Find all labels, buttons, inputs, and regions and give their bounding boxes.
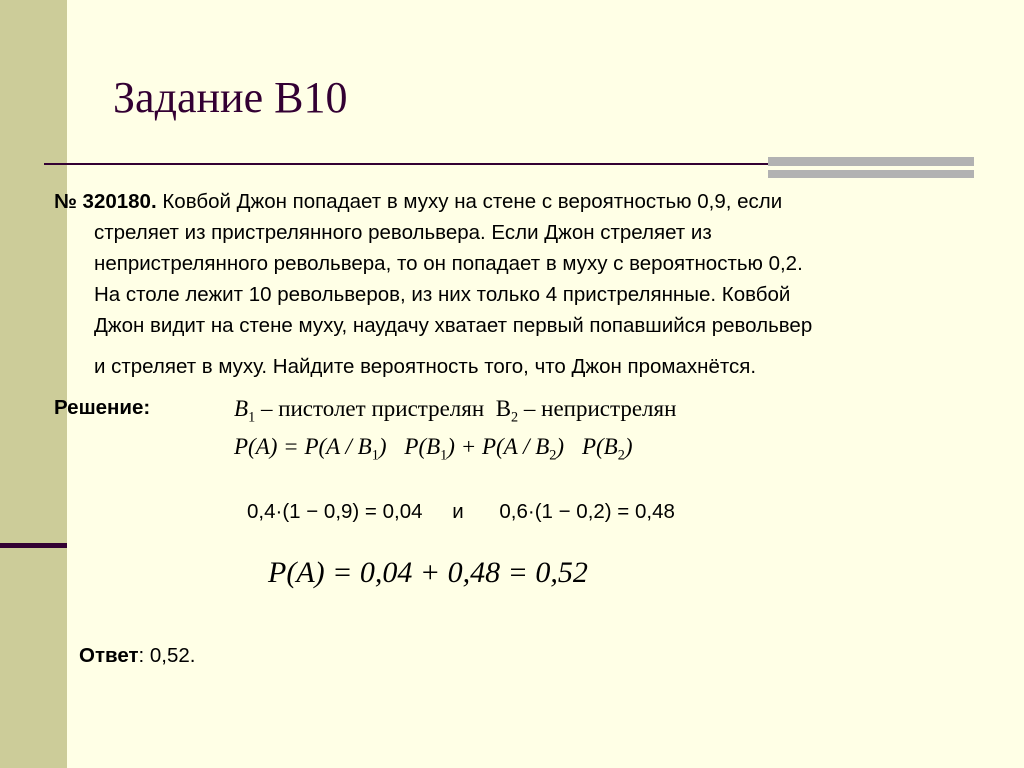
answer-value: : 0,52. xyxy=(138,644,196,667)
total-probability-formula xyxy=(234,434,633,465)
problem-number: № 320180. xyxy=(54,190,157,213)
problem-line-text: Ковбой Джон попадает в муху на стене с вероятностью 0,9, если xyxy=(162,190,783,213)
result-formula: P(A) = 0,04 + 0,48 = 0,52 xyxy=(268,556,588,589)
b2-symbol: B xyxy=(495,396,512,421)
title-accent-block-lower xyxy=(768,170,974,178)
formula-subscript: 2 xyxy=(549,447,557,464)
calc-conjunction: и xyxy=(452,500,464,523)
side-bar xyxy=(0,0,67,768)
problem-text xyxy=(54,186,1004,382)
b1-symbol: B xyxy=(234,396,249,421)
hypotheses-formula xyxy=(234,396,676,427)
slide-title: Задание B10 xyxy=(113,73,348,122)
formula-subscript: 1 xyxy=(440,447,448,464)
b2-subscript: 2 xyxy=(511,409,519,426)
formula-part: P(A) = P(A / B xyxy=(234,434,372,459)
problem-line: На столе лежит 10 револьверов, из них только 4 пристрелянные. Ковбой xyxy=(94,283,791,306)
solution-label: Решение: xyxy=(54,396,151,419)
calc-right: 0,6·(1 − 0,2) = 0,48 xyxy=(499,500,675,523)
formula-subscript: 1 xyxy=(371,447,379,464)
formula-part: ) P(B xyxy=(378,434,441,459)
title-accent-block xyxy=(768,157,974,166)
side-accent-line xyxy=(0,543,67,548)
problem-line: Джон видит на стене муху, наудачу хватает первый попавшийся револьвер xyxy=(94,314,813,337)
problem-line xyxy=(54,186,1004,217)
calc-left: 0,4·(1 − 0,9) = 0,04 xyxy=(247,500,423,523)
b1-subscript: 1 xyxy=(248,409,256,426)
formula-part: ) P(B xyxy=(556,434,618,459)
b2-text: – непристрелян xyxy=(523,396,677,421)
formula-part: ) + P(A / B xyxy=(447,434,550,459)
calculation-line xyxy=(247,500,675,524)
problem-line: и стреляет в муху. Найдите вероятность того, что Джон промахнётся. xyxy=(94,355,757,378)
answer xyxy=(79,644,196,668)
answer-label: Ответ xyxy=(79,644,139,667)
problem-line: стреляет из пристрелянного револьвера. Если Джон стреляет из xyxy=(94,221,712,244)
formula-part: ) xyxy=(624,434,633,459)
formula-subscript: 2 xyxy=(617,447,625,464)
b1-text: – пистолет пристрелян xyxy=(260,396,485,421)
problem-line: непристрелянного револьвера, то он попадает в муху с вероятностью 0,2. xyxy=(94,252,803,275)
